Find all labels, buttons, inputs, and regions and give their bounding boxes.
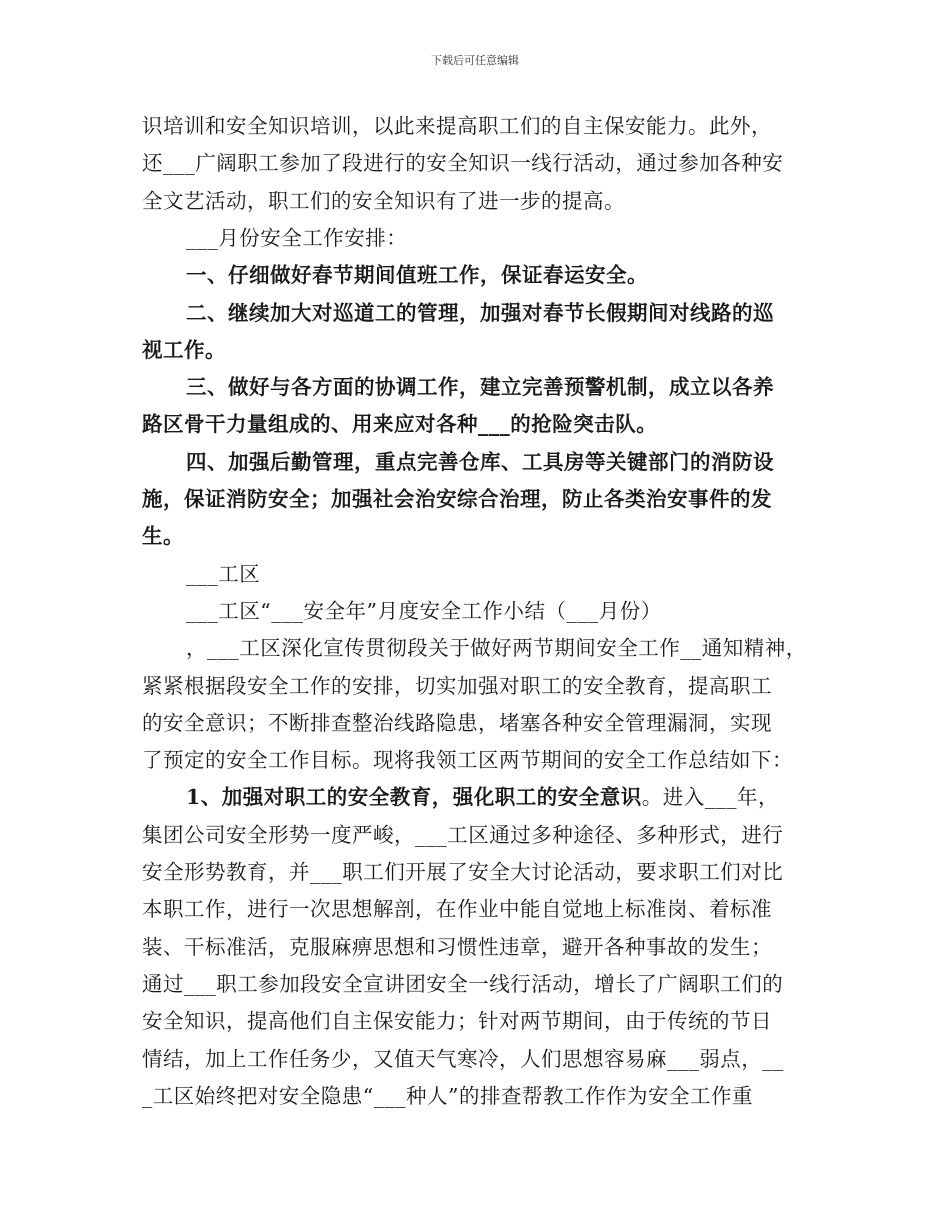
text-line: 装、干标准活，克服麻痹思想和习惯性违章，避开各种事故的发生；	[142, 934, 772, 959]
text-line: 还___广阔职工参加了段进行的安全知识一线行活动，通过参加各种安	[142, 151, 784, 176]
text-line: ___工区“___安全年”月度安全工作小结（___月份）	[186, 598, 662, 623]
text-line: 紧紧根据段安全工作的安排，切实加强对职工的安全教育，提高职工	[142, 673, 772, 698]
text-line: 了预定的安全工作目标。现将我领工区两节期间的安全工作总结如下：	[142, 748, 793, 773]
text-line: 的安全意识；不断排查整治线路隐患，堵塞各种安全管理漏洞，实现	[142, 710, 772, 735]
text-line: 安全形势教育，并___职工们开展了安全大讨论活动，要求职工们对比	[142, 860, 784, 884]
text-line: 二、继续加大对巡道工的管理，加强对春节长假期间对线路的巡	[186, 300, 774, 325]
text-line: 通过___职工参加段安全宣讲团安全一线行活动，增长了广阔职工们的	[142, 971, 784, 996]
text-line: ___月份安全工作安排：	[186, 225, 408, 250]
text-line: 施，保证消防安全；加强社会治安综合治理，防止各类治安事件的发	[142, 487, 772, 511]
bold-heading: 1、加强对职工的安全教育，强化职工的安全意识	[186, 785, 642, 810]
text-line: 安全知识，提高他们自主保安能力；针对两节期间，由于传统的节日	[142, 1009, 772, 1034]
text-line: 情结，加上工作任务少，又值天气寒冷，人们思想容易麻___弱点，__	[142, 1046, 784, 1071]
text-line: 视工作。	[142, 337, 226, 362]
text-line: 识培训和安全知识培训，以此来提高职工们的自主保安能力。此外，	[142, 114, 772, 138]
text-line: ___工区	[186, 561, 261, 586]
text-line: 本职工作，进行一次思想解剖，在作业中能自觉地上标准岗、着标准	[142, 897, 772, 922]
text-line	[186, 785, 832, 809]
text-line: 生。	[142, 524, 184, 549]
page-header: 下载后可任意编辑	[431, 54, 519, 67]
text-line: ，___工区深化宣传贯彻段关于做好两节期间安全工作__通知精神，	[186, 636, 807, 661]
text-line: _工区始终把对安全隐患“___种人”的排查帮教工作作为安全工作重	[142, 1083, 753, 1108]
text-line: 全文艺活动，职工们的安全知识有了进一步的提高。	[142, 188, 625, 213]
line-rest: 。进入___年，	[641, 785, 780, 810]
text-line: 一、仔细做好春节期间值班工作，保证春运安全。	[186, 263, 648, 288]
text-line: 集团公司安全形势一度严峻，___工区通过多种途径、多种形式，进行	[142, 822, 784, 847]
text-line: 路区骨干力量组成的、用来应对各种___的抢险突击队。	[142, 412, 658, 437]
text-line: 四、加强后勤管理，重点完善仓库、工具房等关键部门的消防设	[186, 449, 774, 474]
text-line: 三、做好与各方面的协调工作，建立完善预警机制，成立以各养	[186, 375, 774, 400]
